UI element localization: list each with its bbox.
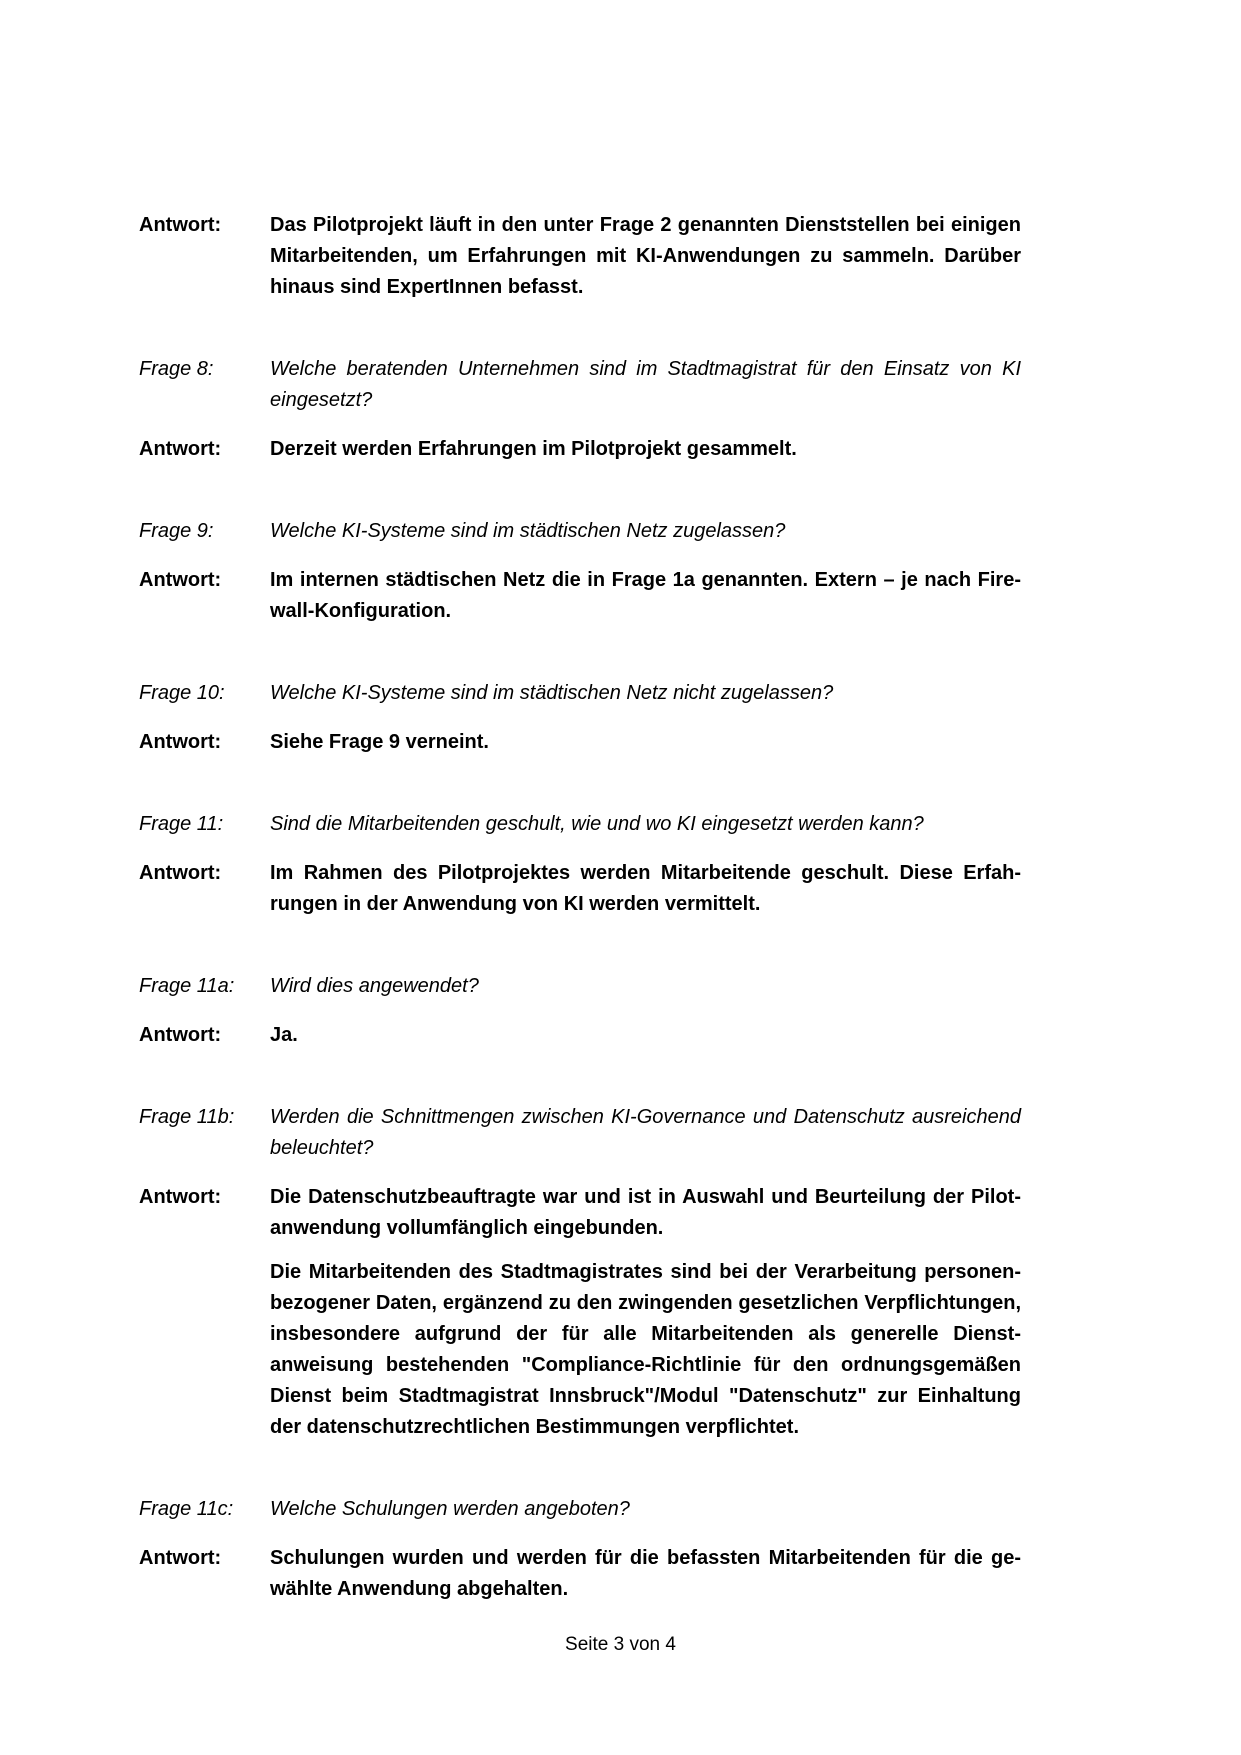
question-paragraph: Welche beratenden Unternehmen sind im Stadtmagistrat für den Einsatz von KI eingesetzt? — [270, 358, 1021, 411]
answer-paragraph: Ja. — [270, 1024, 298, 1046]
answer-label: Antwort: — [139, 731, 222, 753]
question-label: Frage 11c: — [139, 1498, 234, 1520]
question-label: Frage 11: — [139, 813, 224, 835]
question-text — [270, 678, 1021, 709]
answer-text — [270, 210, 1021, 303]
answer-label: Antwort: — [139, 214, 222, 236]
answer-label: Antwort: — [139, 862, 222, 884]
question-block — [139, 1102, 1021, 1164]
answer-block — [139, 565, 1021, 627]
question-block — [139, 1494, 1021, 1525]
answer-label: Antwort: — [139, 1024, 222, 1046]
answer-block — [139, 1543, 1021, 1605]
answer-block — [139, 727, 1021, 758]
question-text — [270, 1494, 1021, 1525]
question-label: Frage 11a: — [139, 975, 235, 997]
question-block — [139, 516, 1021, 547]
qa-content — [139, 210, 1021, 1605]
question-block — [139, 354, 1021, 416]
answer-label: Antwort: — [139, 569, 222, 591]
question-text — [270, 516, 1021, 547]
answer-text — [270, 1020, 1021, 1051]
question-block — [139, 971, 1021, 1002]
answer-paragraph: Im internen städtischen Netz die in Frage 1a genannten. Extern – je nach Firewall-Konfiguration. — [270, 569, 1021, 622]
answer-paragraph: Die Mitarbeitenden des Stadtmagistrates sind bei der Verarbeitung personenbezogener Daten, ergänzend zu den zwingenden gesetzlichen Verpflichtungen, insbesondere aufgrund der für alle Mitarbeitenden als generelle Dienstanweisung bestehenden "Compliance-Richtlinie für den ordnungsgemäßen Dienst beim Stadtmagistrat Innsbruck"/Modul "Datenschutz" zur Einhaltung der datenschutzrechtlichen Bestimmungen verpflichtet. — [270, 1261, 1021, 1438]
question-paragraph: Welche KI-Systeme sind im städtischen Netz nicht zugelassen? — [270, 682, 834, 704]
answer-text — [270, 434, 1021, 465]
question-text — [270, 971, 1021, 1002]
answer-block — [139, 210, 1021, 303]
answer-label: Antwort: — [139, 438, 222, 460]
question-label: Frage 11b: — [139, 1106, 235, 1128]
question-paragraph: Sind die Mitarbeitenden geschult, wie und wo KI eingesetzt werden kann? — [270, 813, 924, 835]
answer-block — [139, 858, 1021, 920]
question-text — [270, 354, 1021, 416]
question-block — [139, 678, 1021, 709]
answer-block — [139, 434, 1021, 465]
question-paragraph: Welche KI-Systeme sind im städtischen Netz zugelassen? — [270, 520, 786, 542]
answer-paragraph: Das Pilotprojekt läuft in den unter Frage 2 genannten Dienststellen bei einigen Mitarbeitenden, um Erfahrungen mit KI-Anwendungen zu sammeln. Darüber hinaus sind ExpertInnen befasst. — [270, 214, 1021, 298]
question-label: Frage 10: — [139, 682, 225, 704]
answer-text — [270, 1182, 1021, 1443]
answer-block — [139, 1020, 1021, 1051]
answer-text — [270, 858, 1021, 920]
page-number: Seite 3 von 4 — [565, 1634, 676, 1655]
question-text — [270, 809, 1021, 840]
answer-text — [270, 1543, 1021, 1605]
answer-text — [270, 565, 1021, 627]
answer-paragraph: Die Datenschutzbeauftragte war und ist in Auswahl und Beurteilung der Pilotanwendung vollumfänglich eingebunden. — [270, 1186, 1021, 1239]
question-label: Frage 9: — [139, 520, 214, 542]
answer-label: Antwort: — [139, 1186, 222, 1208]
answer-block — [139, 1182, 1021, 1443]
answer-paragraph: Im Rahmen des Pilotprojektes werden Mitarbeitende geschult. Diese Erfahrungen in der Anwendung von KI werden vermittelt. — [270, 862, 1021, 915]
question-block — [139, 809, 1021, 840]
question-label: Frage 8: — [139, 358, 214, 380]
question-paragraph: Wird dies angewendet? — [270, 975, 479, 997]
answer-paragraph: Schulungen wurden und werden für die befassten Mitarbeitenden für die gewählte Anwendung abgehalten. — [270, 1547, 1021, 1600]
question-text — [270, 1102, 1021, 1164]
question-paragraph: Werden die Schnittmengen zwischen KI-Governance und Datenschutz ausreichend beleuchtet? — [270, 1106, 1021, 1159]
question-paragraph: Welche Schulungen werden angeboten? — [270, 1498, 630, 1520]
answer-paragraph: Derzeit werden Erfahrungen im Pilotprojekt gesammelt. — [270, 438, 797, 460]
answer-text — [270, 727, 1021, 758]
answer-label: Antwort: — [139, 1547, 222, 1569]
answer-paragraph: Siehe Frage 9 verneint. — [270, 731, 489, 753]
